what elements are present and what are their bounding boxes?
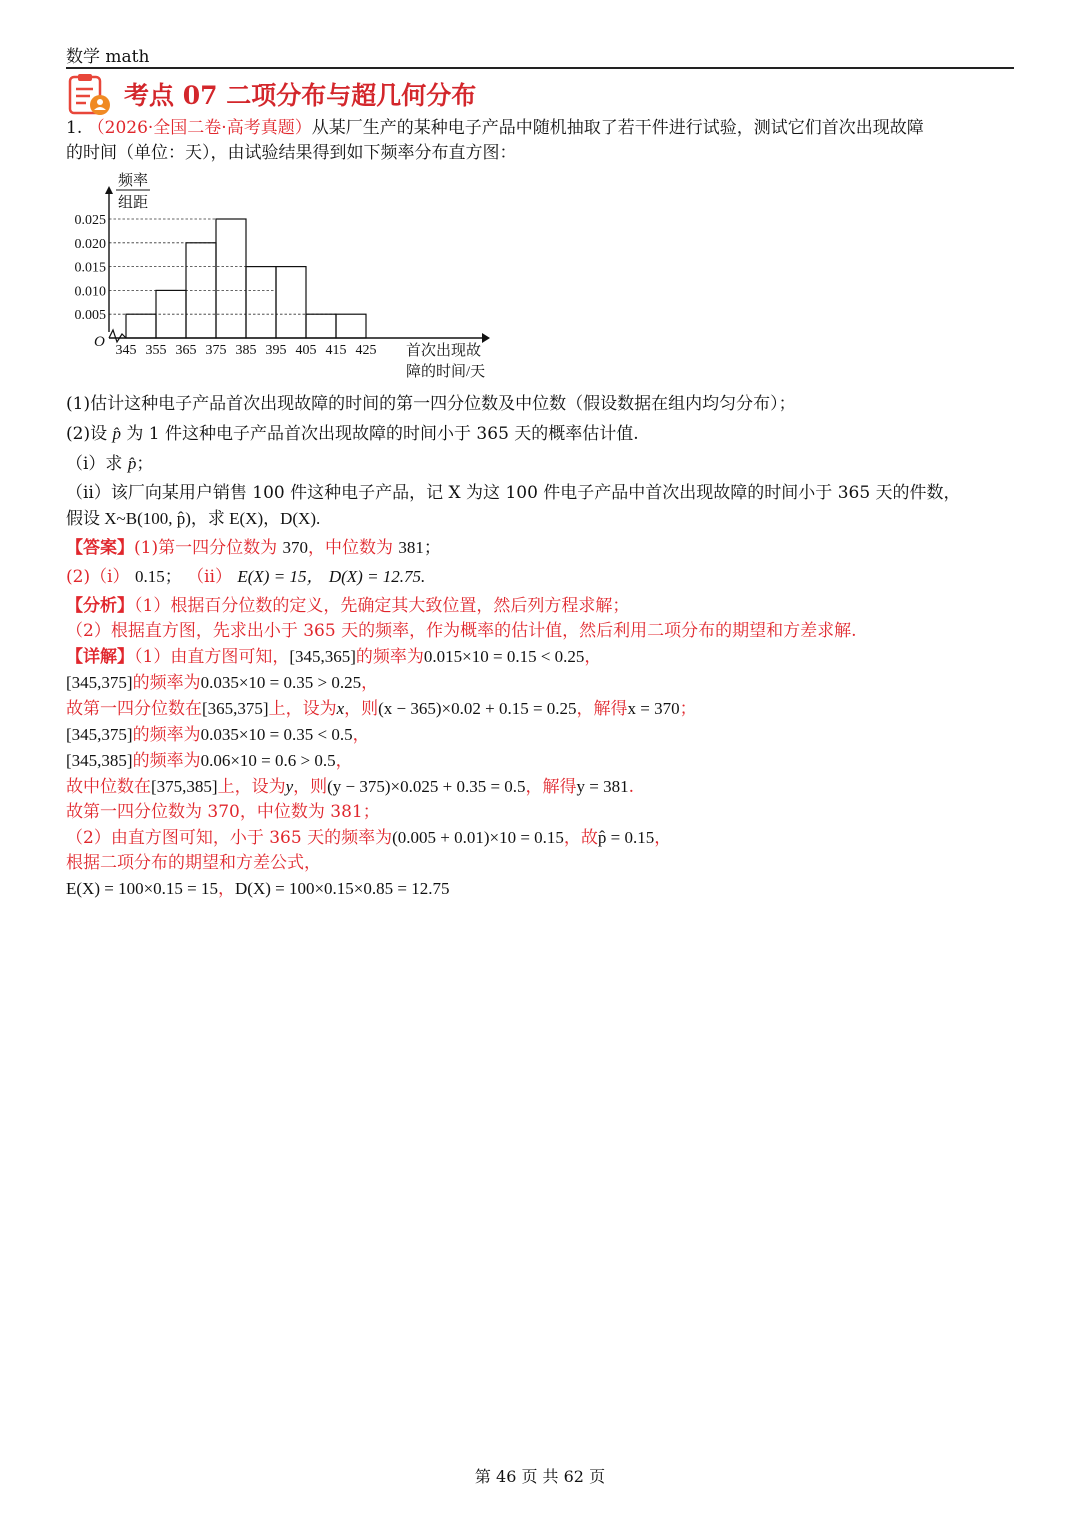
x-axis-label-line1: 首次出现故 <box>406 343 482 359</box>
histogram-bar <box>246 267 276 338</box>
question-2: (2)设 p̂ 为 1 件这种电子产品首次出现故障的时间小于 365 天的概率估计值. <box>66 424 639 444</box>
x-tick-label: 405 <box>295 343 317 358</box>
detail-line3: 故第一四分位数在[365,375]上，设为x，则(x − 365)×0.02 + 0.15 = 0.25，解得x = 370； <box>66 699 697 719</box>
x-tick-label: 375 <box>205 343 227 358</box>
detail-line2: [345,375]的频率为0.035×10 = 0.35 > 0.25， <box>66 673 379 693</box>
problem-stem-line2: 的时间（单位：天），由试验结果得到如下频率分布直方图： <box>66 143 517 163</box>
x-tick-label: 365 <box>175 343 197 358</box>
problem-number: 1. <box>66 118 83 138</box>
y-axis-label-bottom: 组距 <box>117 195 149 211</box>
x-tick-label: 385 <box>235 343 257 358</box>
frequency-histogram <box>64 168 504 382</box>
origin-label: O <box>94 334 105 350</box>
detail-tag: 【详解】 <box>66 647 134 667</box>
problem-stem-text: 从某厂生产的某种电子产品中随机抽取了若干件进行试验，测试它们首次出现故障 <box>311 118 924 138</box>
question-2i: （ⅰ）求 p̂； <box>66 454 154 474</box>
answer-tag: 【答案】 <box>66 538 134 558</box>
detail-line6: 故中位数在[375,385]上，设为y，则(y − 375)×0.025 + 0.35 = 0.5，解得y = 381. <box>66 777 635 797</box>
histogram-bar <box>126 314 156 338</box>
section-title: 考点 07 二项分布与超几何分布 <box>124 81 477 110</box>
page-footer: 第 46 页 共 62 页 <box>474 1467 606 1486</box>
p-hat-symbol: p̂ <box>127 454 137 473</box>
detail-line7: 故第一四分位数为 370，中位数为 381； <box>66 802 380 822</box>
y-tick-label: 0.005 <box>74 308 106 324</box>
histogram-bar <box>306 314 336 338</box>
answer-line2: (2)（ⅰ） 0.15； （ⅱ） E(X) = 15， D(X) = 12.75. <box>66 567 426 587</box>
y-tick-label: 0.015 <box>74 260 106 276</box>
histogram-bar <box>216 219 246 338</box>
y-tick-label: 0.020 <box>74 236 106 252</box>
analysis-line2: （2）根据直方图，先求出小于 365 天的频率，作为概率的估计值，然后利用二项分布的期望和方差求解. <box>66 621 857 641</box>
x-tick-label: 345 <box>115 343 137 358</box>
x-tick-label: 415 <box>325 343 347 358</box>
x-axis-label-line2: 障的时间/天 <box>406 364 486 380</box>
detail-line1: 【详解】（1）由直方图可知，[345,365]的频率为0.015×10 = 0.15 < 0.25， <box>66 647 602 667</box>
x-axis-arrow <box>482 333 490 343</box>
detail-line5: [345,385]的频率为0.06×10 = 0.6 > 0.5， <box>66 751 353 771</box>
y-axis-arrow <box>105 186 113 194</box>
detail-line8: （2）由直方图可知，小于 365 天的频率为(0.005 + 0.01)×10 = 0.15，故p̂ = 0.15， <box>66 828 672 848</box>
detail-line4: [345,375]的频率为0.035×10 = 0.35 < 0.5， <box>66 725 370 745</box>
header-divider <box>66 67 1014 69</box>
histogram-bar <box>276 267 306 338</box>
y-axis-label-top: 频率 <box>117 173 149 189</box>
detail-line9: 根据二项分布的期望和方差公式， <box>66 853 321 873</box>
analysis-line1: 【分析】（1）根据百分位数的定义，先确定其大致位置，然后列方程求解； <box>66 596 630 616</box>
x-tick-label: 355 <box>145 343 167 358</box>
y-tick-label: 0.025 <box>74 213 106 228</box>
x-tick-label: 425 <box>355 343 377 358</box>
header-subject: 数学 math <box>66 47 150 67</box>
p-hat-symbol: p̂ <box>112 424 121 443</box>
detail-line10: E(X) = 100×0.15 = 15，D(X) = 100×0.15×0.85 = 12.75 <box>66 879 450 899</box>
problem-source: （2026·全国二卷·高考真题） <box>87 118 312 138</box>
problem-stem-line1 <box>66 116 1016 141</box>
answer-line1: 【答案】(1)第一四分位数为 370，中位数为 381； <box>66 538 441 558</box>
question-2ii-line2: 假设 X~B(100, p̂)，求 E(X)，D(X). <box>66 509 321 528</box>
histogram-bar <box>336 314 366 338</box>
x-tick-label: 395 <box>265 343 287 358</box>
analysis-tag: 【分析】 <box>66 596 134 616</box>
question-2ii-line1: （ⅱ）该厂向某用户销售 100 件这种电子产品，记 X 为这 100 件电子产品中首次出现故障的时间小于 365 天的件数， <box>66 483 961 503</box>
y-tick-label: 0.010 <box>74 284 106 300</box>
clipboard-icon <box>66 71 112 117</box>
question-1: (1)估计这种电子产品首次出现故障的时间的第一四分位数及中位数（假设数据在组内均匀分布）； <box>66 394 796 414</box>
axis-break <box>109 330 126 342</box>
